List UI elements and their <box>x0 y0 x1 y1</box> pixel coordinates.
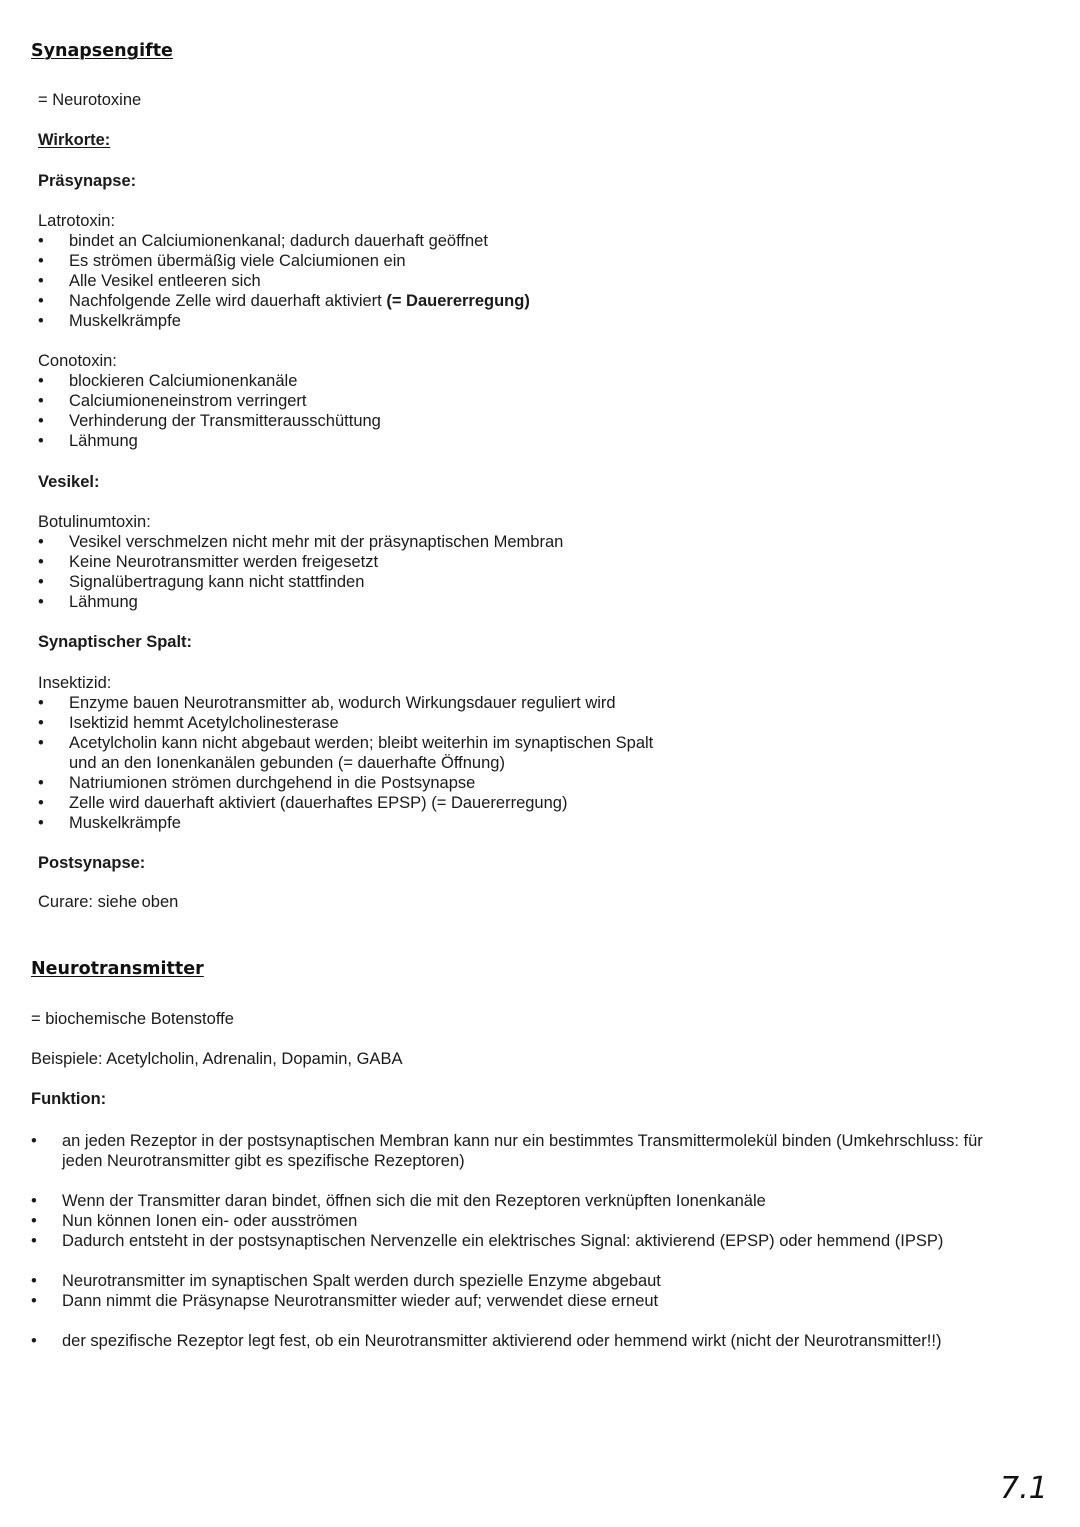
list-item-text: Alle Vesikel entleeren sich <box>69 272 261 290</box>
examples-text: Beispiele: Acetylcholin, Adrenalin, Dopamin, GABA <box>31 1050 403 1068</box>
bullet-icon: • <box>38 372 44 390</box>
bullet-icon: • <box>31 1292 37 1310</box>
heading-funktion: Funktion: <box>31 1090 107 1108</box>
list-item-text <box>69 291 530 311</box>
list-item-text: Dann nimmt die Präsynapse Neurotransmitter wieder auf; verwendet diese erneut <box>62 1292 659 1310</box>
section-title-synapsengifte: Synapsengifte <box>31 41 173 61</box>
bullet-icon: • <box>38 232 44 250</box>
list-item-text: Acetylcholin kann nicht abgebaut werden; bleibt weiterhin im synaptischen Spalt <box>69 734 654 752</box>
list-item-text: Dadurch entsteht in der postsynaptischen Nervenzelle ein elektrisches Signal: aktivierend (EPSP) oder hemmend (IPSP) <box>62 1232 944 1250</box>
heading-wirkorte: Wirkorte: <box>38 131 111 149</box>
bullet-icon: • <box>38 573 44 591</box>
list-item-text: der spezifische Rezeptor legt fest, ob ein Neurotransmitter aktivierend oder hemmend wirkt (nicht der Neurotransmitter!!) <box>62 1332 942 1350</box>
toxin-name: Botulinumtoxin: <box>38 513 151 531</box>
list-item-text: Enzyme bauen Neurotransmitter ab, wodurch Wirkungsdauer reguliert wird <box>69 694 616 712</box>
list-item-text: Verhinderung der Transmitterausschüttung <box>69 412 381 430</box>
bullet-icon: • <box>38 734 44 752</box>
list-item-text: blockieren Calciumionenkanäle <box>69 372 298 390</box>
page-number-handwritten <box>1000 1466 1054 1506</box>
bullet-icon: • <box>38 392 44 410</box>
bullet-icon: • <box>38 252 44 270</box>
list-item-text: Natriumionen strömen durchgehend in die Postsynapse <box>69 774 476 792</box>
bullet-icon: • <box>31 1192 37 1210</box>
curare-text: Curare: siehe oben <box>38 893 179 911</box>
bullet-icon: • <box>38 774 44 792</box>
heading-praesynapse: Präsynapse: <box>38 172 137 190</box>
bullet-icon: • <box>38 533 44 551</box>
bullet-icon: • <box>38 714 44 732</box>
bullet-icon: • <box>31 1232 37 1250</box>
list-item-text: Calciumioneneinstrom verringert <box>69 392 307 410</box>
bullet-icon: • <box>38 694 44 712</box>
bullet-icon: • <box>38 794 44 812</box>
bullet-icon: • <box>38 292 44 310</box>
bullet-icon: • <box>38 312 44 330</box>
bullet-icon: • <box>31 1332 37 1350</box>
list-item-text: und an den Ionenkanälen gebunden (= dauerhafte Öffnung) <box>69 754 505 772</box>
list-item-text: Vesikel verschmelzen nicht mehr mit der präsynaptischen Membran <box>69 533 564 551</box>
toxin-name: Insektizid: <box>38 674 112 692</box>
bullet-icon: • <box>31 1272 37 1290</box>
list-item-text: Keine Neurotransmitter werden freigesetzt <box>69 553 379 571</box>
list-item-text: jeden Neurotransmitter gibt es spezifische Rezeptoren) <box>62 1152 465 1170</box>
bullet-icon: • <box>38 814 44 832</box>
list-item-text-plain: Nachfolgende Zelle wird dauerhaft aktiviert <box>69 292 387 310</box>
bullet-icon: • <box>31 1132 37 1150</box>
bullet-icon: • <box>31 1212 37 1230</box>
list-item-text: Lähmung <box>69 432 138 450</box>
section-title-neurotransmitter: Neurotransmitter <box>31 959 204 979</box>
list-item-text: Muskelkrämpfe <box>69 814 181 832</box>
list-item-text: Signalübertragung kann nicht stattfinden <box>69 573 365 591</box>
emphasis-dauererregung: (= Dauererregung) <box>386 292 530 310</box>
list-item-text: Neurotransmitter im synaptischen Spalt werden durch spezielle Enzyme abgebaut <box>62 1272 661 1290</box>
toxin-name: Conotoxin: <box>38 352 117 370</box>
definition-text: = biochemische Botenstoffe <box>31 1010 234 1028</box>
bullet-icon: • <box>38 412 44 430</box>
list-item-text: bindet an Calciumionenkanal; dadurch dauerhaft geöffnet <box>69 232 488 250</box>
bullet-icon: • <box>38 272 44 290</box>
definition-text: = Neurotoxine <box>38 91 142 109</box>
list-item-text: Muskelkrämpfe <box>69 312 181 330</box>
bullet-icon: • <box>38 553 44 571</box>
bullet-icon: • <box>38 432 44 450</box>
page-number-text: 7.1 <box>1000 1471 1048 1506</box>
list-item-text: Isektizid hemmt Acetylcholinesterase <box>69 714 339 732</box>
list-item-text: Zelle wird dauerhaft aktiviert (dauerhaftes EPSP) (= Dauererregung) <box>69 794 568 812</box>
list-item-text: Nun können Ionen ein- oder ausströmen <box>62 1212 358 1230</box>
list-item-text: Es strömen übermäßig viele Calciumionen ein <box>69 252 406 270</box>
list-item-text: Lähmung <box>69 593 138 611</box>
list-item-text: Wenn der Transmitter daran bindet, öffnen sich die mit den Rezeptoren verknüpften Ionenkanäle <box>62 1192 766 1210</box>
heading-vesikel: Vesikel: <box>38 473 100 491</box>
toxin-name: Latrotoxin: <box>38 212 116 230</box>
heading-synaptischer-spalt: Synaptischer Spalt: <box>38 633 193 651</box>
list-item-text: an jeden Rezeptor in der postsynaptischen Membran kann nur ein bestimmtes Transmittermolekül binden (Umkehrschluss: für <box>62 1132 983 1150</box>
bullet-icon: • <box>38 593 44 611</box>
heading-postsynapse: Postsynapse: <box>38 854 146 872</box>
